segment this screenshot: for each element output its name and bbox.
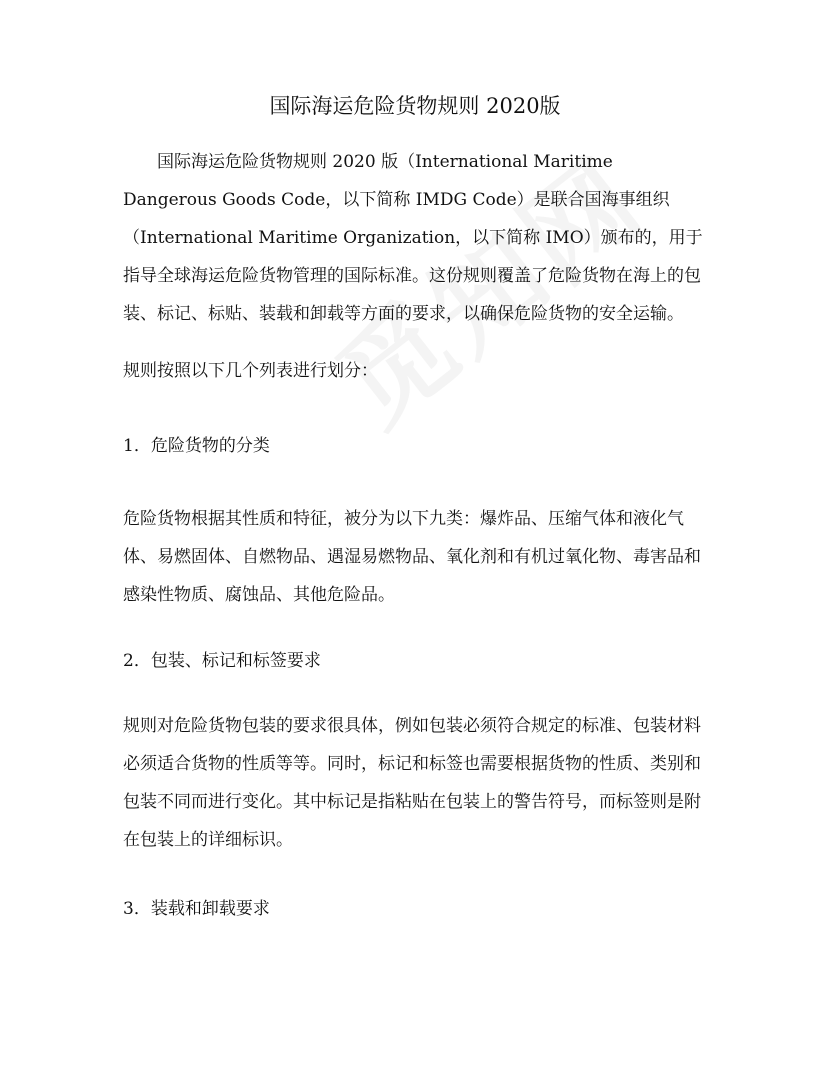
- intro-paragraph: 国际海运危险货物规则 2020 版（International Maritime Dangerous Goods Code，以下简称 IMDG Code）是联合国海事组织（International Maritime Organization，以下简称 IMO）颁布的，用于指导全球海运危险货物管理的国际标准。这份规则覆盖了危险货物在海上的包装、标记、标贴、装载和卸载等方面的要求，以确保危险货物的安全运输。: [123, 152, 703, 324]
- section-heading-1: 1．危险货物的分类: [123, 436, 270, 456]
- section-heading-2: 2．包装、标记和标签要求: [123, 651, 321, 671]
- section-body-2: 规则对危险货物包装的要求很具体，例如包装必须符合规定的标准、包装材料必须适合货物的性质等等。同时，标记和标签也需要根据货物的性质、类别和包装不同而进行变化。其中标记是指粘贴在包装上的警告符号，而标签则是附在包装上的详细标识。: [123, 716, 701, 850]
- page-title: 国际海运危险货物规则 2020版: [269, 94, 561, 118]
- section-body-1: 危险货物根据其性质和特征，被分为以下九类：爆炸品、压缩气体和液化气体、易燃固体、自燃物品、遇湿易燃物品、氧化剂和有机过氧化物、毒害品和感染性物质、腐蚀品、其他危险品。: [123, 509, 701, 605]
- section-heading-3: 3．装载和卸载要求: [123, 899, 270, 919]
- list-intro: 规则按照以下几个列表进行划分：: [123, 361, 378, 381]
